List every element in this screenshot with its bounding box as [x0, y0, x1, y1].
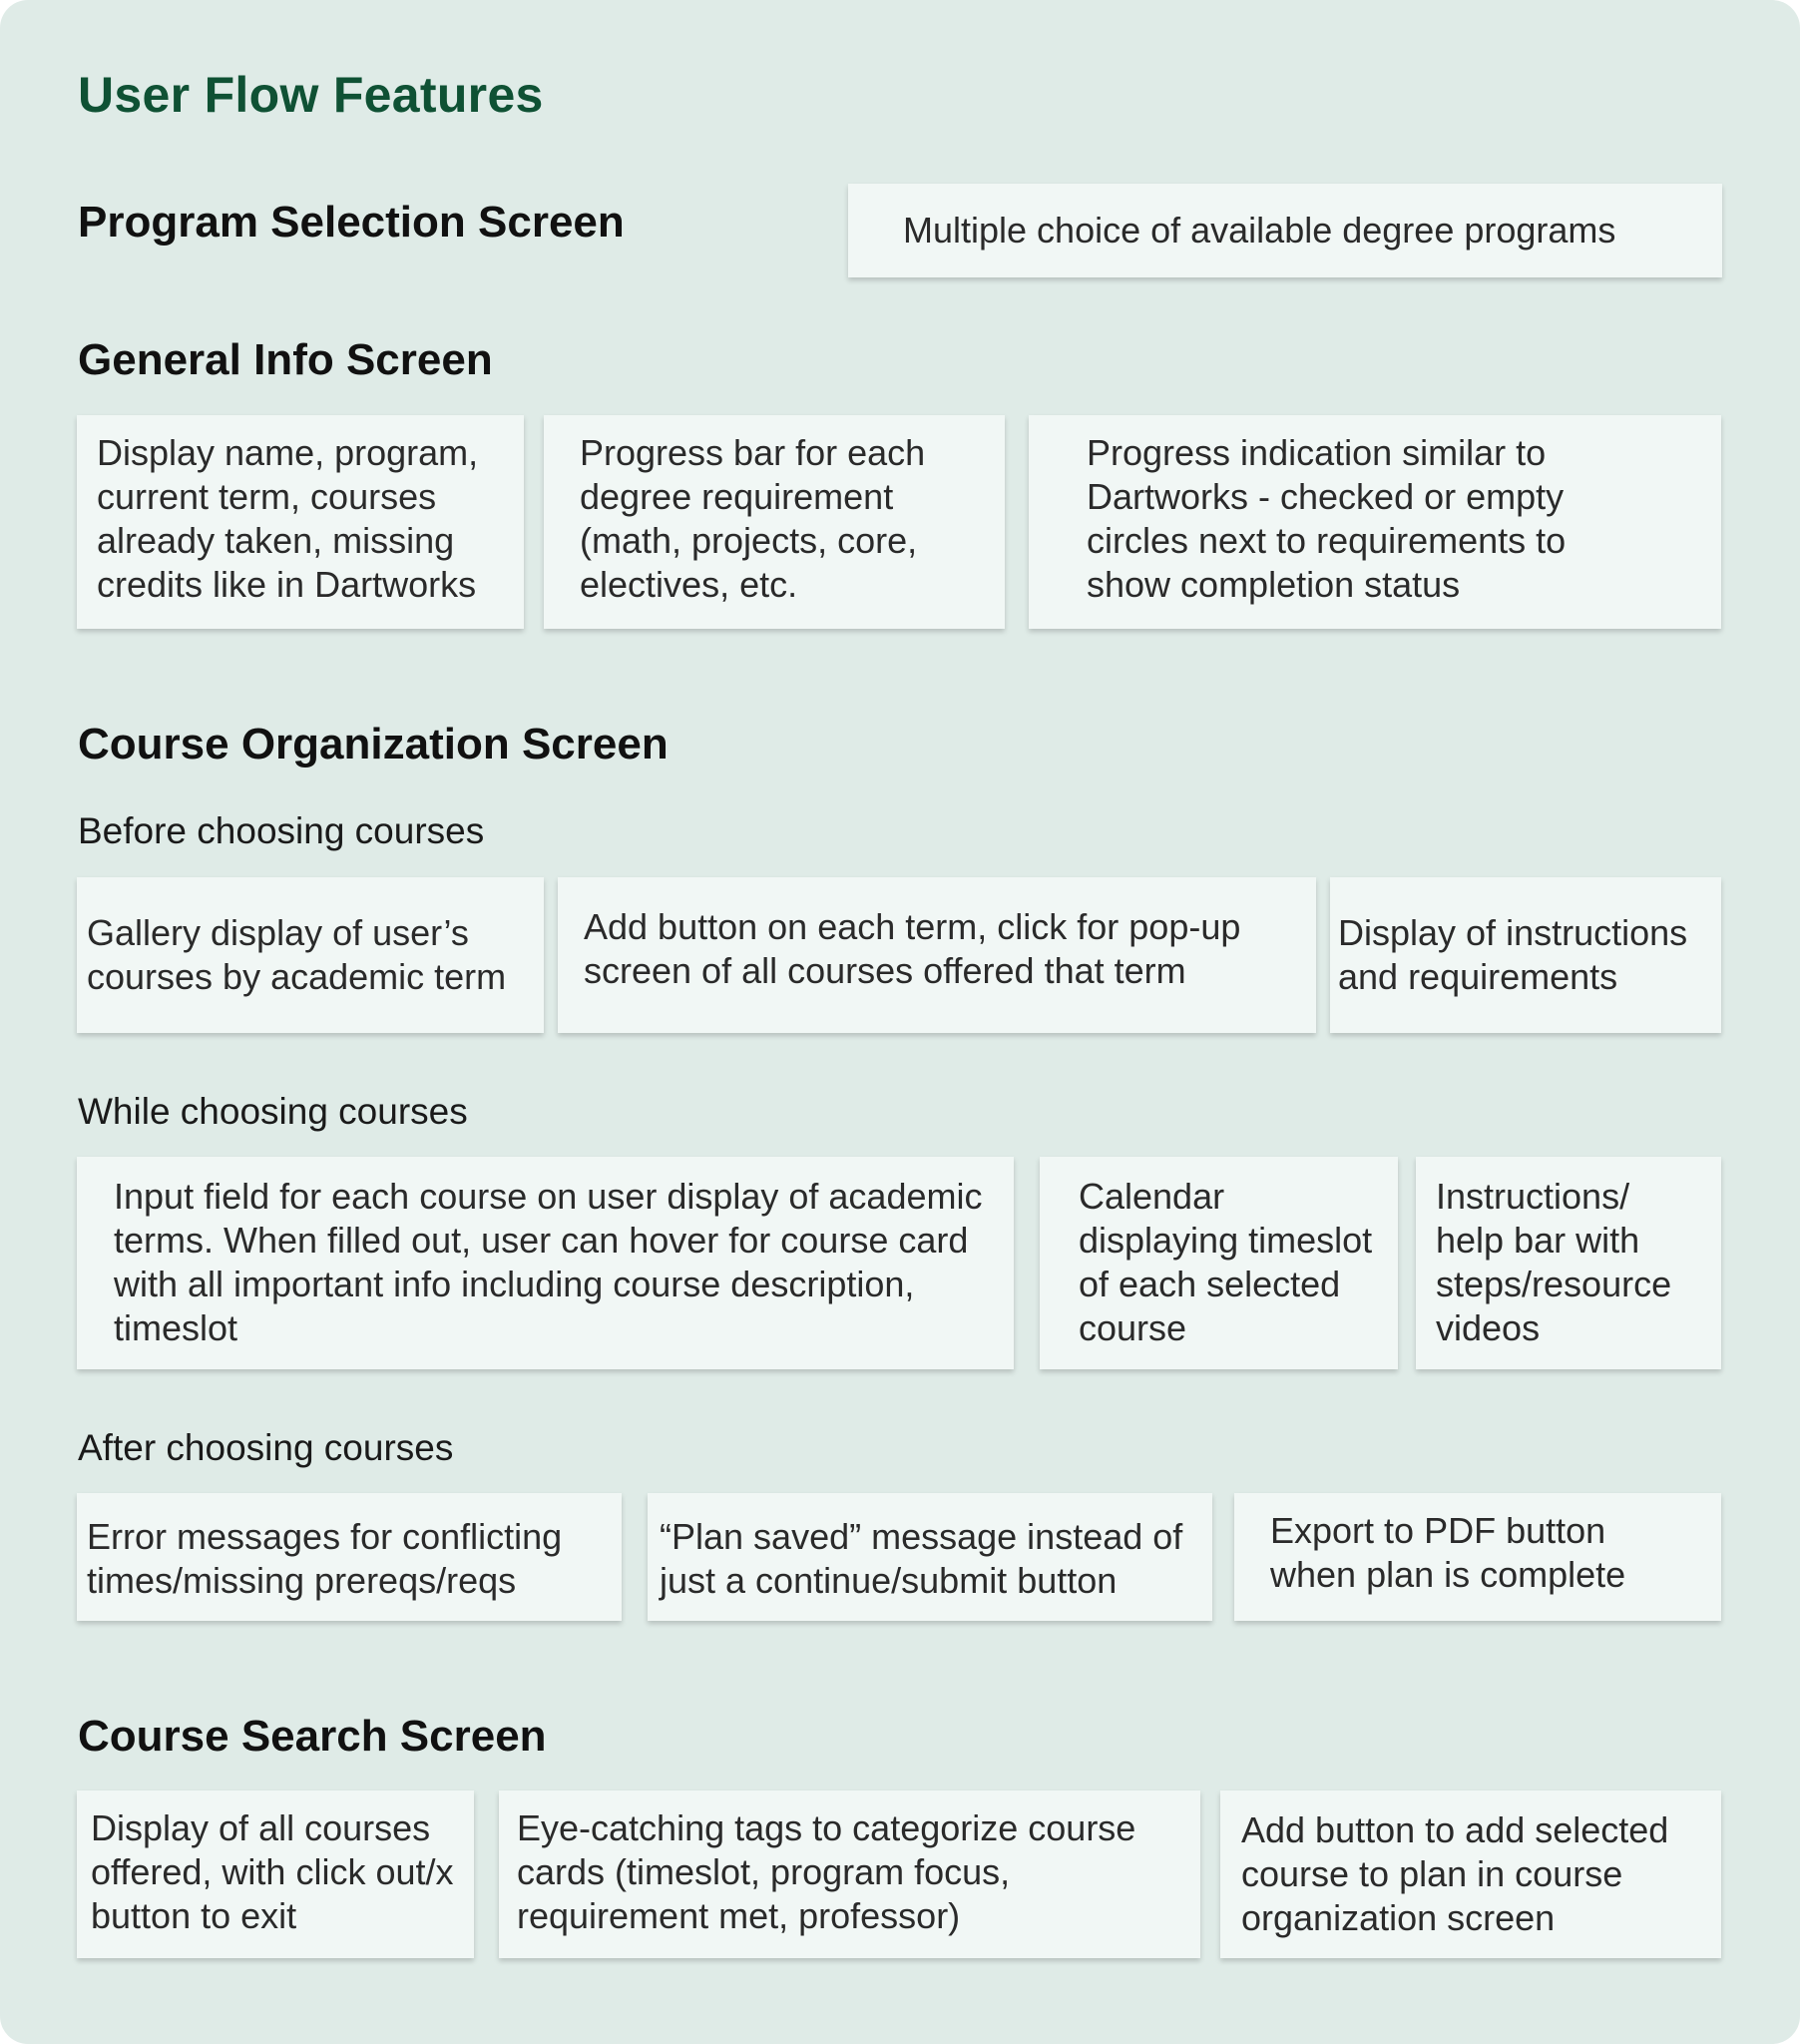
feature-card-calendar: [1040, 1157, 1398, 1369]
feature-card-display-all-courses: [77, 1790, 474, 1958]
feature-card-text: Gallery display of user’s courses by academic term: [87, 912, 507, 997]
feature-card-instructions-requirements: [1330, 877, 1721, 1033]
feature-card-display-name: [77, 415, 524, 629]
feature-card-progress-indication: [1029, 415, 1721, 629]
after-choosing-label: After choosing courses: [78, 1427, 454, 1468]
feature-card-text: Progress bar for each degree requirement (math, projects, core, electives, etc.: [580, 432, 926, 605]
feature-card-text: Display name, program, current term, courses already taken, missing credits like in Dartworks: [97, 432, 479, 605]
feature-card-text: Add button on each term, click for pop-up screen of all courses offered that term: [584, 906, 1241, 991]
feature-card-text: Display of all courses offered, with click out/x button to exit: [91, 1807, 454, 1936]
feature-card-program-choice: [848, 184, 1722, 277]
feature-card-add-button-term: [558, 877, 1316, 1033]
while-choosing-label: While choosing courses: [78, 1091, 468, 1132]
course-organization-heading: Course Organization Screen: [78, 720, 669, 768]
feature-card-tags: [499, 1790, 1200, 1958]
feature-card-text: Eye-catching tags to categorize course cards (timeslot, program focus, requirement met, professor): [517, 1807, 1136, 1936]
feature-card-help-bar: [1416, 1157, 1721, 1369]
feature-card-text: “Plan saved” message instead of just a continue/submit button: [660, 1516, 1183, 1601]
feature-card-error-messages: [77, 1493, 622, 1621]
program-selection-heading: Program Selection Screen: [78, 198, 625, 247]
feature-card-text: Multiple choice of available degree programs: [903, 210, 1616, 251]
feature-card-gallery-display: [77, 877, 544, 1033]
feature-card-add-selected-course: [1220, 1790, 1721, 1958]
feature-card-text: Error messages for conflicting times/missing prereqs/reqs: [87, 1516, 563, 1601]
feature-card-text: Export to PDF button when plan is complete: [1270, 1510, 1626, 1595]
feature-card-text: Add button to add selected course to plan in course organization screen: [1241, 1809, 1669, 1938]
feature-card-text: Calendar displaying timeslot of each selected course: [1079, 1176, 1373, 1348]
before-choosing-label: Before choosing courses: [78, 810, 485, 851]
page-title: User Flow Features: [78, 67, 544, 123]
feature-card-input-field: [77, 1157, 1014, 1369]
feature-card-text: Progress indication similar to Dartworks - checked or empty circles next to requirements to show completion status: [1087, 432, 1567, 605]
feature-card-progress-bar: [544, 415, 1005, 629]
feature-card-export-pdf: [1234, 1493, 1721, 1621]
course-search-heading: Course Search Screen: [78, 1712, 547, 1761]
feature-card-text: Display of instructions and requirements: [1338, 912, 1688, 997]
feature-card-text: Instructions/ help bar with steps/resource videos: [1436, 1176, 1672, 1348]
general-info-heading: General Info Screen: [78, 335, 493, 384]
feature-card-text: Input field for each course on user display of academic terms. When filled out, user can hover for course card with all important info including course description, timeslot: [114, 1176, 983, 1348]
feature-card-plan-saved: [648, 1493, 1212, 1621]
